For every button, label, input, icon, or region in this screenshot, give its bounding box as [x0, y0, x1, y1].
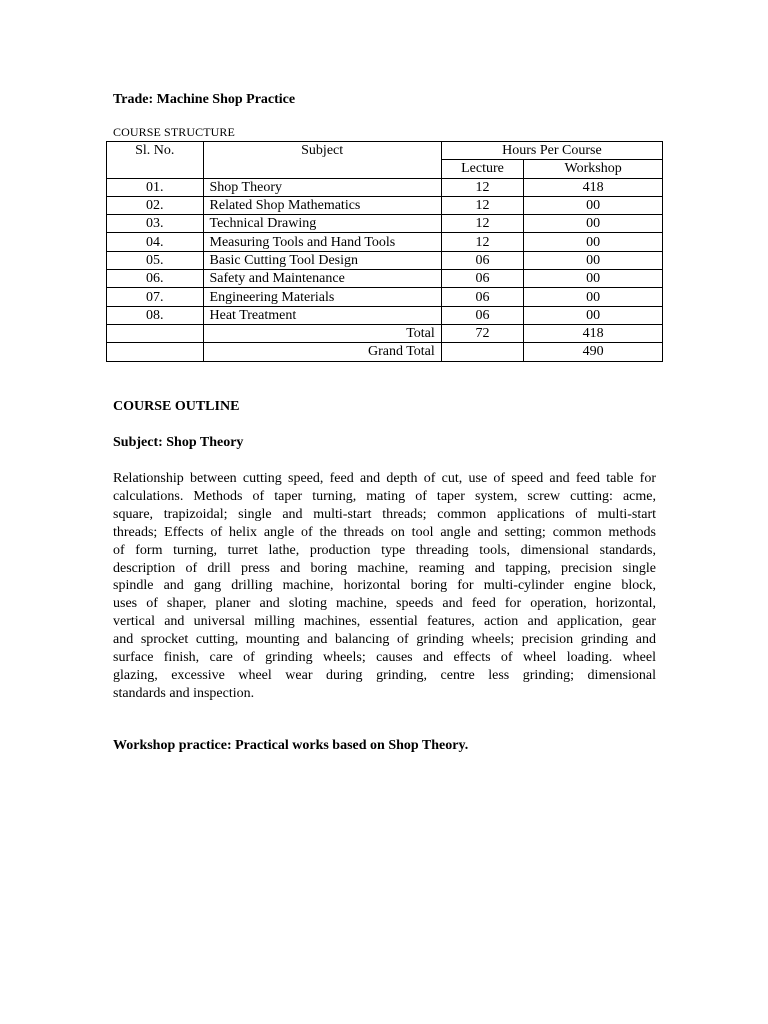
row-lecture-hours: 12: [441, 215, 523, 233]
workshop-practice-note: Workshop practice: Practical works based on Shop Theory.: [113, 738, 469, 753]
grand-total-value: 490: [524, 343, 663, 361]
paragraph-line: threads; Effects of helix angle of the threads on tool angle and setting; common methods: [113, 524, 656, 540]
grand-total-lecture-empty-cell: [441, 343, 523, 361]
row-sl-no: 07.: [107, 288, 204, 306]
total-label: Total: [203, 324, 441, 342]
paragraph-line: Relationship between cutting speed, feed and depth of cut, use of speed and feed table for: [113, 471, 656, 486]
table-row: [107, 196, 663, 214]
paragraph-line: and sprocket cutting, mounting and balancing of grinding wheels; precision grinding and: [113, 632, 656, 648]
row-workshop-hours: 418: [524, 178, 663, 196]
row-lecture-hours: 12: [441, 196, 523, 214]
row-subject: Shop Theory: [203, 178, 441, 196]
paragraph-line: surface finish, care of grinding wheels; causes and effects of wheel loading. wheel: [113, 650, 656, 666]
row-subject: Heat Treatment: [203, 306, 441, 324]
header-hours-per-course: Hours Per Course: [441, 142, 662, 160]
table-row: [107, 251, 663, 269]
row-subject: Engineering Materials: [203, 288, 441, 306]
row-workshop-hours: 00: [524, 306, 663, 324]
grand-total-empty-cell: [107, 343, 204, 361]
table-header-row: [107, 142, 663, 160]
total-empty-cell: [107, 324, 204, 342]
header-lecture: Lecture: [441, 160, 523, 178]
table-row: [107, 233, 663, 251]
row-workshop-hours: 00: [524, 251, 663, 269]
table-grand-total-row: [107, 343, 663, 361]
table-row: [107, 288, 663, 306]
row-workshop-hours: 00: [524, 270, 663, 288]
row-lecture-hours: 06: [441, 288, 523, 306]
row-lecture-hours: 06: [441, 306, 523, 324]
row-subject: Safety and Maintenance: [203, 270, 441, 288]
header-subject: Subject: [203, 142, 441, 179]
paragraph-line: description of drill press and boring machine, reaming and tapping, precision single: [113, 560, 656, 576]
shop-theory-description: [113, 470, 656, 703]
table-row: [107, 306, 663, 324]
row-lecture-hours: 12: [441, 178, 523, 196]
course-outline-heading: COURSE OUTLINE: [113, 399, 240, 414]
row-subject: Technical Drawing: [203, 215, 441, 233]
paragraph-line: glazing, excessive wheel wear during grinding, centre less grinding; dimensional: [113, 667, 656, 683]
row-lecture-hours: 06: [441, 251, 523, 269]
row-lecture-hours: 12: [441, 233, 523, 251]
row-subject: Related Shop Mathematics: [203, 196, 441, 214]
row-sl-no: 02.: [107, 196, 204, 214]
header-workshop: Workshop: [524, 160, 663, 178]
row-sl-no: 05.: [107, 251, 204, 269]
trade-title: Trade: Machine Shop Practice: [113, 92, 296, 107]
row-workshop-hours: 00: [524, 233, 663, 251]
table-row: [107, 178, 663, 196]
course-structure-table: [106, 141, 663, 362]
paragraph-line: standards and inspection.: [113, 685, 255, 701]
row-lecture-hours: 06: [441, 270, 523, 288]
grand-total-label: Grand Total: [203, 343, 441, 361]
row-workshop-hours: 00: [524, 196, 663, 214]
paragraph-line: uses of shaper, planer and sloting machine, speeds and feed for operation, horizontal,: [113, 596, 656, 612]
header-sl-no: Sl. No.: [107, 142, 204, 179]
table-row: [107, 270, 663, 288]
row-workshop-hours: 00: [524, 288, 663, 306]
table-row: [107, 215, 663, 233]
table-total-row: [107, 324, 663, 342]
row-sl-no: 04.: [107, 233, 204, 251]
row-sl-no: 06.: [107, 270, 204, 288]
row-workshop-hours: 00: [524, 215, 663, 233]
row-sl-no: 08.: [107, 306, 204, 324]
row-subject: Basic Cutting Tool Design: [203, 251, 441, 269]
paragraph-line: spindle and gang drilling machine, horizontal boring for multi-cylinder engine block,: [113, 578, 656, 594]
total-workshop-hours: 418: [524, 324, 663, 342]
paragraph-line: calculations. Methods of taper turning, mating of taper system, screw cutting: acme,: [113, 488, 656, 504]
row-sl-no: 01.: [107, 178, 204, 196]
paragraph-line: of form turning, turret lathe, production type threading tools, dimensional standards,: [113, 542, 656, 558]
paragraph-line: vertical and universal milling machines, essential features, action and application, gear: [113, 614, 656, 630]
subject-heading: Subject: Shop Theory: [113, 435, 244, 450]
row-subject: Measuring Tools and Hand Tools: [203, 233, 441, 251]
paragraph-line: square, trapizoidal; single and multi-start threads; common applications of multi-start: [113, 506, 656, 522]
row-sl-no: 03.: [107, 215, 204, 233]
course-structure-label: COURSE STRUCTURE: [113, 125, 235, 139]
total-lecture-hours: 72: [441, 324, 523, 342]
